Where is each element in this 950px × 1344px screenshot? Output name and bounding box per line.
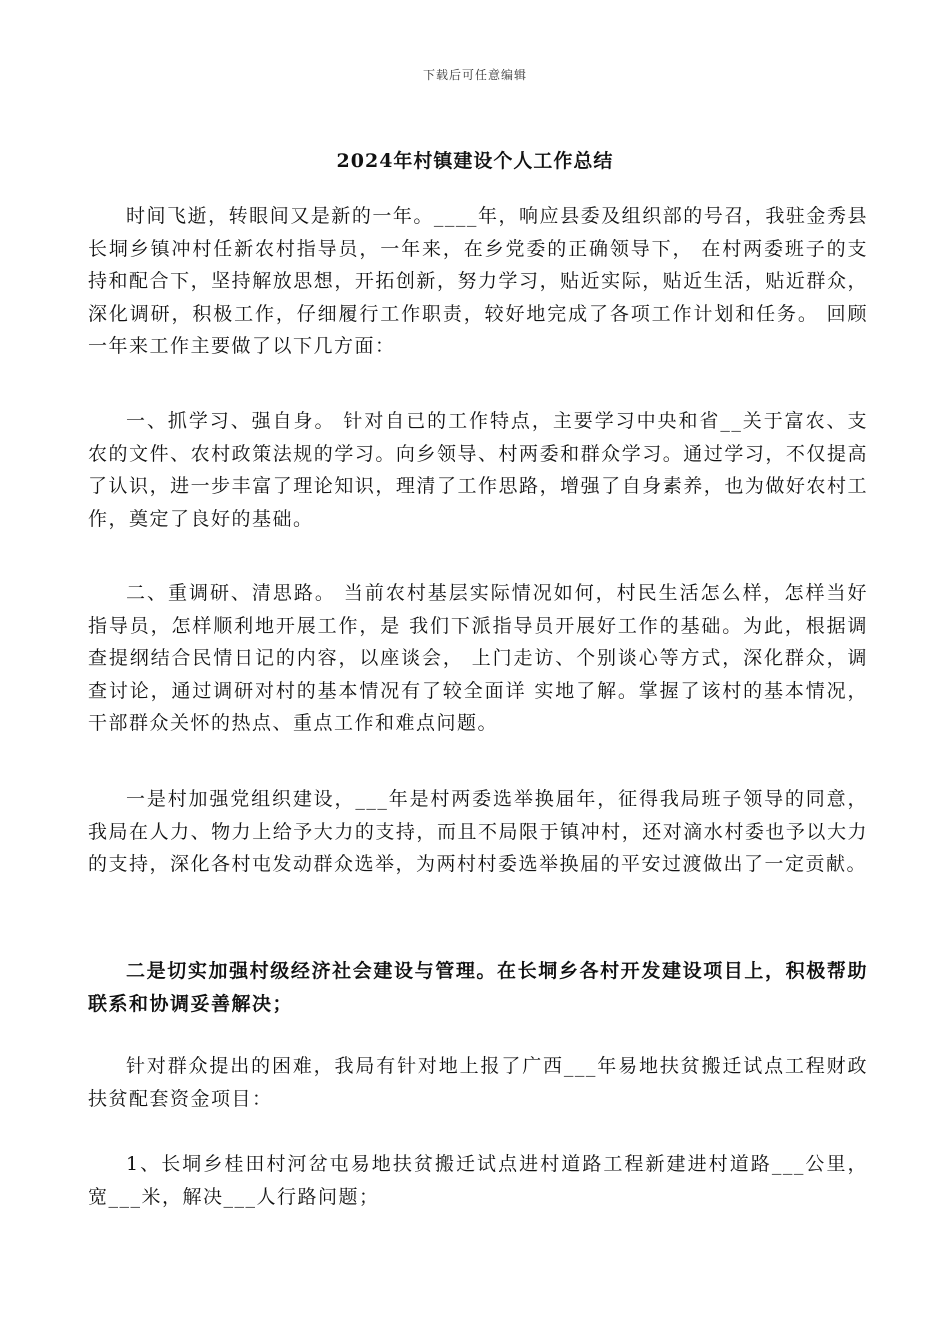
document-title: 2024年村镇建设个人工作总结 — [336, 150, 614, 172]
paragraph-study: 一、抓学习、强自身。 针对自已的工作特点，主要学习中央和省__关于富农、支农的文件、农村政策法规的学习。向乡领导、村两委和群众学习。通过学习，不仅提高了认识，进一步丰富了理论知识，理清了工作思路，增强了自身素养，也为做好农村工作，奠定了良好的基础。 — [88, 410, 868, 530]
paragraph-economic-construction: 二是切实加强村级经济社会建设与管理。在长垌乡各村开发建设项目上，积极帮助联系和协调妥善解决； — [88, 960, 868, 1015]
paragraph-party-building: 一是村加强党组织建设，___年是村两委选举换届年，征得我局班子领导的同意，我局在人力、物力上给予大力的支持，而且不局限于镇冲村，还对滴水村委也予以大力的支持，深化各村屯发动群众选举，为两村村委选举换届的平安过渡做出了一定贡献。 — [88, 788, 868, 875]
paragraph-project-item-1: 1、长垌乡桂田村河岔屯易地扶贫搬迁试点进村道路工程新建进村道路___公里，宽___米，解决___人行路问题； — [88, 1153, 868, 1208]
paragraph-poverty-project: 针对群众提出的困难，我局有针对地上报了广西___年易地扶贫搬迁试点工程财政扶贫配套资金项目： — [88, 1055, 868, 1110]
paragraph-intro: 时间飞逝，转眼间又是新的一年。____年，响应县委及组织部的号召，我驻金秀县长垌乡镇冲村任新农村指导员，一年来，在乡党委的正确领导下， 在村两委班子的支持和配合下，坚持解放思想，开拓创新，努力学习，贴近实际，贴近生活，贴近群众，深化调研，积极工作，仔细履行工作职责，较好地完成了各项工作计划和任务。 回顾一年来工作主要做了以下几方面： — [88, 205, 868, 357]
header-note: 下载后可任意编辑 — [422, 68, 527, 82]
paragraph-research: 二、重调研、清思路。 当前农村基层实际情况如何，村民生活怎么样，怎样当好指导员，怎样顺利地开展工作，是 我们下派指导员开展好工作的基础。为此，根据调查提纲结合民情日记的内容，以座谈会， 上门走访、个别谈心等方式，深化群众，调查讨论，通过调研对村的基本情况有了较全面详 实地了解。掌握了该村的基本情况，干部群众关怀的热点、重点工作和难点问题。 — [88, 582, 868, 734]
